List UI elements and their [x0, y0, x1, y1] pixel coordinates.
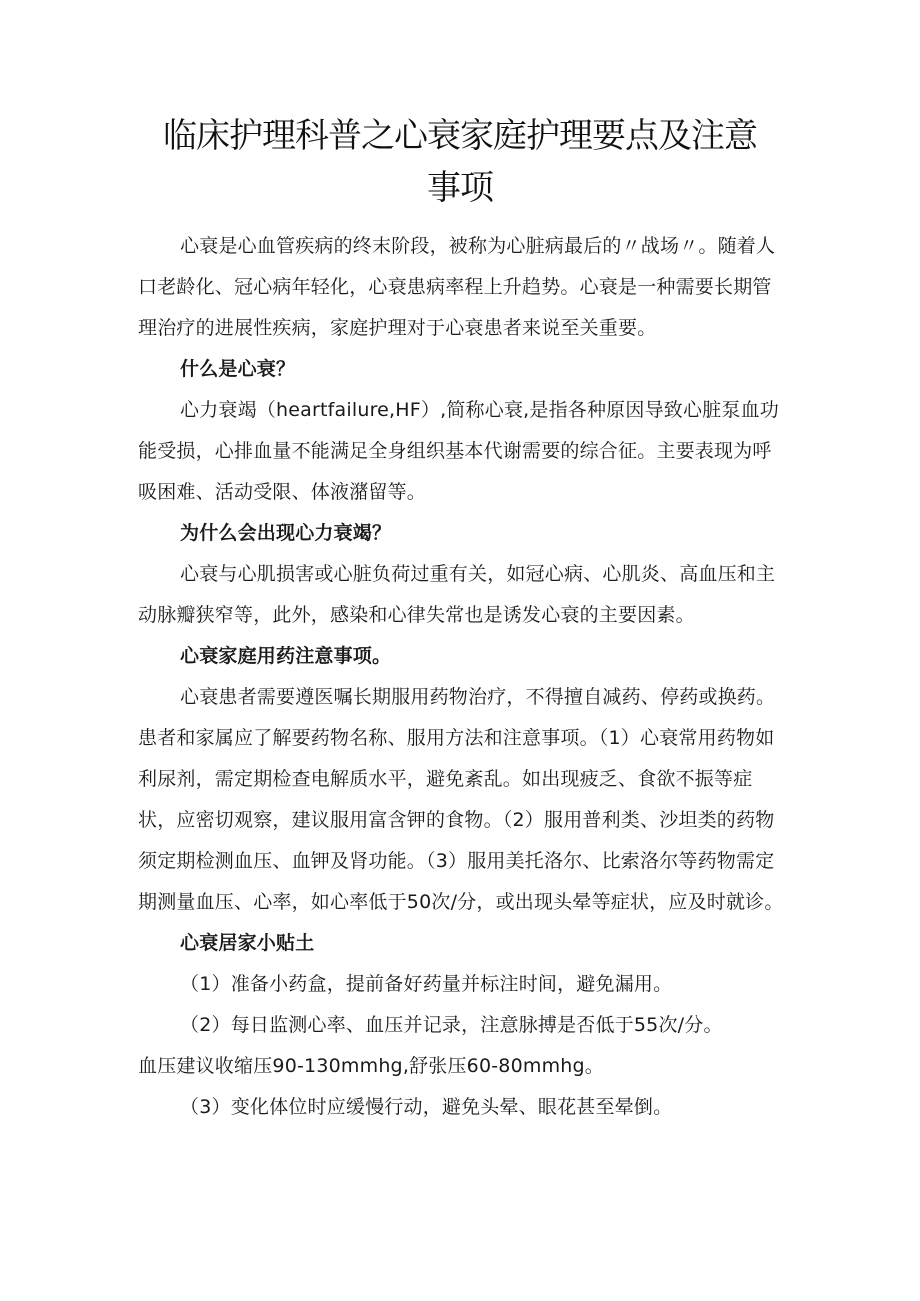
section-heading-what: 什么是心衰？: [180, 358, 296, 380]
section-text-medication: 心衰患者需要遵医嘱长期服用药物治疗，不得擅自减药、停药或换药。患者和家属应了解要药物名称、服用方法和注意事项。（1）心衰常用药物如利尿剂，需定期检查电解质水平，避免紊乱。如出现疲乏、食欲不振等症状，应密切观察，建议服用富含钾的食物。（2）服用普利类、沙坦类的药物须定期检测血压、血钾及肾功能。（3）服用美托洛尔、比索洛尔等药物需定期测量血压、心率，如心率低于50次/分，或出现头晕等症状，应及时就诊。: [138, 686, 784, 913]
tip-item-1: （1）准备小药盒，提前备好药量并标注时间，避免漏用。: [180, 973, 673, 995]
title-line-2: 事项: [427, 168, 493, 208]
section-heading-medication: 心衰家庭用药注意事项。: [180, 645, 392, 667]
article-body: [138, 226, 788, 1128]
tips-heading: 心衰居家小贴土: [180, 932, 315, 954]
tip-item-2: （2）每日监测心率、血压并记录，注意脉搏是否低于55次/分。: [180, 1014, 723, 1036]
title-line-1: 临床护理科普之心衰家庭护理要点及注意: [163, 116, 757, 156]
page-title: [150, 110, 770, 214]
intro-paragraph: 心衰是心血管疾病的终末阶段，被称为心脏病最后的〃战场〃。随着人口老龄化、冠心病年轻化，心衰患病率程上升趋势。心衰是一种需要长期管理治疗的进展性疾病，家庭护理对于心衰患者来说至关重要。: [138, 235, 776, 339]
section-text-what: 心力衰竭（heartfailure,HF）,简称心衰,是指各种原因导致心脏泵血功能受损，心排血量不能满足全身组织基本代谢需要的综合征。主要表现为呼吸困难、活动受限、体液潴留等。: [138, 399, 779, 503]
section-text-why: 心衰与心肌损害或心脏负荷过重有关，如冠心病、心肌炎、高血压和主动脉瓣狭窄等，此外，感染和心律失常也是诱发心衰的主要因素。: [138, 563, 776, 626]
section-heading-why: 为什么会出现心力衰竭？: [180, 522, 392, 544]
tip-item-3: （3）变化体位时应缓慢行动，避免头晕、眼花甚至晕倒。: [180, 1096, 673, 1118]
tip-item-2-continued: 血压建议收缩压90-130mmhg,舒张压60-80mmhg。: [138, 1055, 604, 1077]
